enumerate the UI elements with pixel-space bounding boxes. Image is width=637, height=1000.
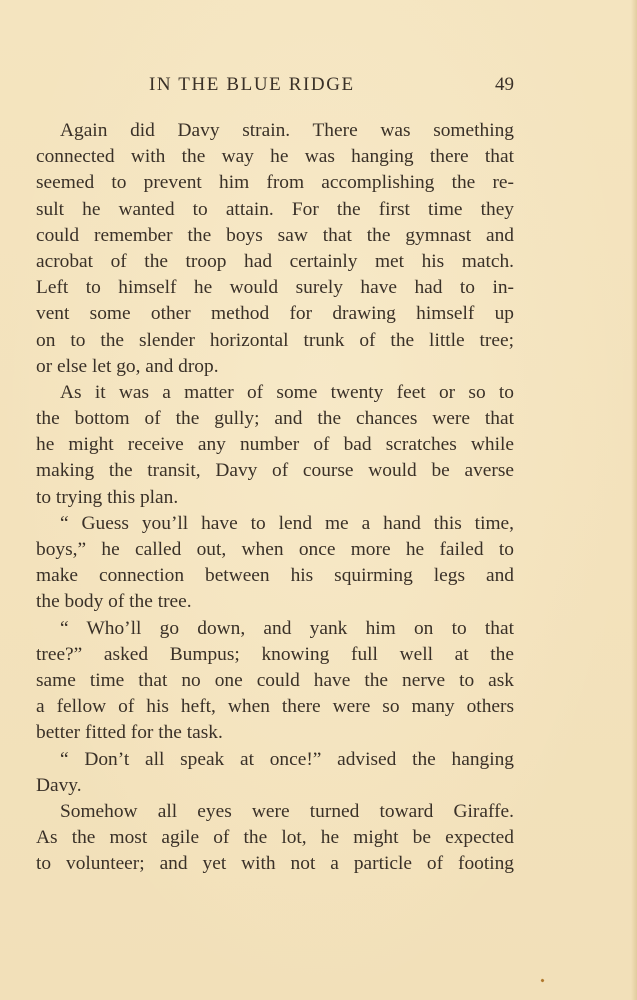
text-line: making the transit, Davy of course would be averse xyxy=(36,460,514,482)
text-line: Left to himself he would surely have had to in- xyxy=(36,277,514,299)
text-line: Somehow all eyes were turned toward Giraffe. xyxy=(60,800,514,822)
text-line: “ Who’ll go down, and yank him on to that xyxy=(60,617,514,639)
text-line: seemed to prevent him from accomplishing the re- xyxy=(36,172,514,194)
page-edge-shadow xyxy=(631,0,637,1000)
text-line: Again did Davy strain. There was something xyxy=(60,120,514,141)
page-header xyxy=(36,70,514,100)
paper-speck xyxy=(540,978,544,982)
text-line: could remember the boys saw that the gymnast and xyxy=(36,224,514,246)
text-line: acrobat of the troop had certainly met his match. xyxy=(36,250,514,272)
text-line: boys,” he called out, when once more he failed to xyxy=(36,539,514,560)
text-line: “ Guess you’ll have to lend me a hand this time, xyxy=(60,512,514,534)
text-line: “ Don’t all speak at once!” advised the hanging xyxy=(60,748,514,770)
text-line: As it was a matter of some twenty feet or so to xyxy=(60,381,514,403)
text-line: he might receive any number of bad scratches while xyxy=(36,434,514,456)
body-text xyxy=(36,118,514,877)
text-line: the bottom of the gully; and the chances were that xyxy=(36,408,514,430)
text-line: vent some other method for drawing himself up xyxy=(36,303,514,325)
text-line: better fitted for the task. xyxy=(36,722,223,744)
text-line: sult he wanted to attain. For the first time they xyxy=(36,198,514,220)
text-line: the body of the tree. xyxy=(36,591,192,613)
text-line: same time that no one could have the nerve to ask xyxy=(36,669,514,691)
text-line: or else let go, and drop. xyxy=(36,355,219,377)
running-head: IN THE BLUE RIDGE xyxy=(149,74,355,95)
text-line: As the most agile of the lot, he might be expected xyxy=(36,827,514,849)
text-line: on to the slender horizontal trunk of the little tree; xyxy=(36,329,514,351)
text-line: Davy. xyxy=(36,774,82,796)
text-line: to volunteer; and yet with not a particle of footing xyxy=(36,853,514,875)
page-number: 49 xyxy=(495,74,514,95)
text-line: make connection between his squirming legs and xyxy=(36,565,514,587)
text-line: connected with the way he was hanging there that xyxy=(36,146,514,168)
text-line: a fellow of his heft, when there were so many others xyxy=(36,696,514,718)
text-line: tree?” asked Bumpus; knowing full well at the xyxy=(36,643,514,665)
text-line: to trying this plan. xyxy=(36,486,179,508)
